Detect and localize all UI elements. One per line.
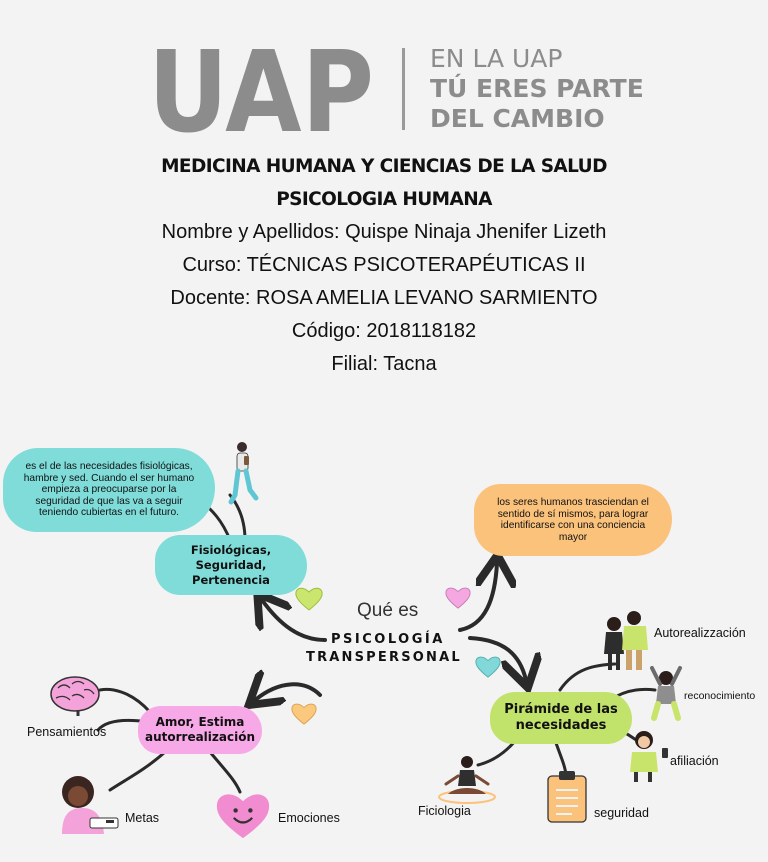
couple-icon bbox=[600, 610, 652, 672]
heart-cyan-icon bbox=[474, 655, 502, 679]
meditating-girl-icon bbox=[436, 752, 498, 804]
course-name: Curso: TÉCNICAS PSICOTERAPÉUTICAS II bbox=[182, 254, 586, 276]
student-code: Código: 2018118182 bbox=[291, 320, 477, 342]
slogan-line-3: DEL CAMBIO bbox=[430, 104, 605, 133]
smiling-heart-icon bbox=[214, 792, 272, 840]
faculty-title: MEDICINA HUMANA Y CIENCIAS DE LA SALUD bbox=[161, 156, 607, 177]
label-afiliacion: afiliación bbox=[670, 754, 719, 768]
arrow-to-amor bbox=[255, 684, 320, 700]
girl-writing-icon bbox=[56, 774, 122, 836]
slogan-line-1: EN LA UAP bbox=[430, 44, 563, 73]
label-emociones: Emociones bbox=[278, 811, 340, 825]
uap-logo-letters: UAP bbox=[148, 28, 374, 158]
node-fisio-line-3: Pertenencia bbox=[192, 572, 270, 587]
label-pensamientos: Pensamientos bbox=[27, 725, 107, 739]
heart-pink-icon bbox=[444, 586, 472, 610]
teacher-name: Docente: ROSA AMELIA LEVANO SARMIENTO bbox=[170, 287, 598, 309]
branch-amor-emociones bbox=[210, 752, 240, 792]
desc-right-text: los seres humanos trasciendan el sentido de sí mismos, para lograr identificarse con una conciencia mayor bbox=[497, 497, 649, 543]
walking-girl-icon bbox=[226, 440, 262, 506]
cheering-girl-icon bbox=[644, 664, 688, 726]
brain-icon bbox=[48, 674, 102, 716]
clipboard-icon bbox=[546, 770, 588, 824]
branch-name: Filial: Tacna bbox=[331, 353, 437, 375]
desc-bubble-right bbox=[474, 484, 672, 556]
label-autorrealizacion: Autorealizzación bbox=[654, 626, 746, 640]
node-piramide-line-2: necesidades bbox=[515, 718, 607, 733]
node-amor-line-2: autorrealización bbox=[144, 730, 255, 744]
node-fisio-line-2: Seguridad, bbox=[195, 557, 267, 572]
node-amor bbox=[138, 706, 262, 754]
node-fisiologicas bbox=[155, 535, 307, 595]
node-amor-line-1: Amor, Estima bbox=[155, 715, 245, 729]
program-title: PSICOLOGIA HUMANA bbox=[276, 189, 492, 210]
desc-bubble-left bbox=[3, 448, 215, 532]
desc-left-text: es el de las necesidades fisiológicas, hambre y sed. Cuando el ser humano empieza a preocuparse por la seguridad de que las va a seguir teniendo cubiertas en el futuro. bbox=[23, 461, 195, 519]
heart-green-icon bbox=[294, 586, 324, 612]
node-piramide bbox=[490, 692, 632, 744]
label-ficiologia: Ficiologia bbox=[418, 804, 471, 818]
node-fisio-line-1: Fisiológicas, bbox=[190, 542, 272, 557]
girl-phone-icon bbox=[624, 728, 672, 784]
heart-orange-icon bbox=[290, 702, 318, 726]
center-title-psicologia: PSICOLOGÍA bbox=[331, 632, 445, 647]
node-piramide-line-1: Pirámide de las bbox=[504, 702, 618, 717]
center-title-que-es: Qué es bbox=[357, 600, 419, 621]
center-title-transpersonal: TRANSPERSONAL bbox=[306, 650, 462, 665]
label-reconocimiento: reconocimiento bbox=[684, 690, 756, 702]
branch-amor-pensamientos bbox=[100, 689, 150, 712]
slogan-line-2: TÚ ERES PARTE bbox=[430, 74, 644, 103]
label-metas: Metas bbox=[125, 811, 160, 825]
label-seguridad: seguridad bbox=[594, 806, 649, 820]
student-name: Nombre y Apellidos: Quispe Ninaja Jhenifer Lizeth bbox=[161, 221, 607, 243]
